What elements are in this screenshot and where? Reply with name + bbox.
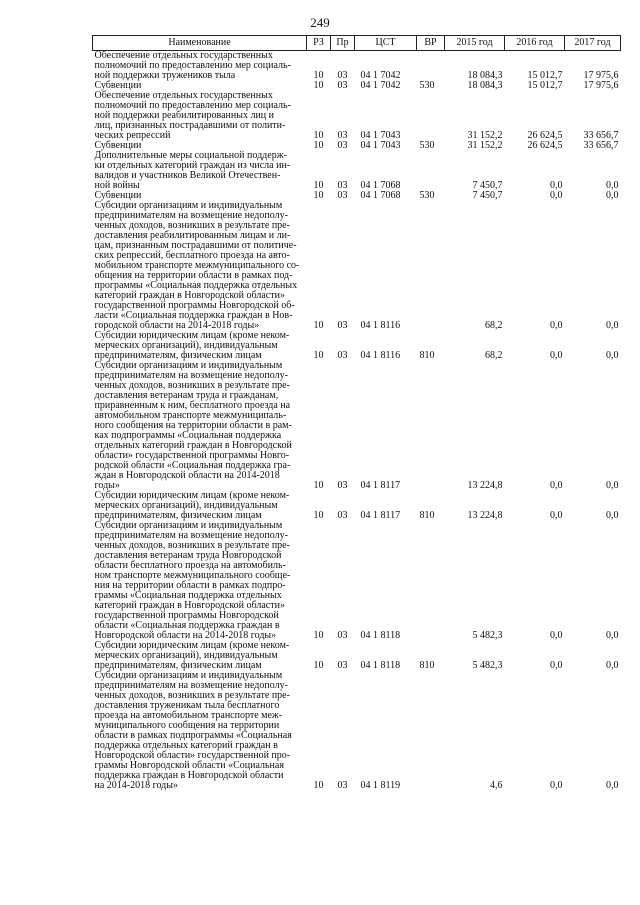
cell-y2017: 0,0 bbox=[606, 480, 619, 491]
cell-rz: 10 bbox=[313, 350, 324, 361]
header-vr: ВР bbox=[417, 36, 445, 51]
cell-vr: 810 bbox=[419, 660, 435, 671]
cell-rz: 10 bbox=[313, 660, 324, 671]
cell-rz: 10 bbox=[313, 630, 324, 641]
cell-y2016: 26 624,5 bbox=[527, 130, 563, 141]
cell-name: Субсидии организациям и индивидуальным предпринимателям на возмещение недополу- ченных доходов, возникших в результате пре- доставления ветеранам труда Новгородской области бесплатного проезда на автомобиль- ном транспорте межмуниципального сообще- ния на территории области в рамках подпро- граммы «Социальная поддержка отдельных категорий граждан в Новгородской области» государственной программы Новгородской области «Социальная поддержка граждан в Новгородской области на 2014-2018 годы» bbox=[94, 520, 291, 641]
cell-pr: 03 bbox=[337, 190, 348, 201]
cell-y2016: 0,0 bbox=[550, 660, 563, 671]
cell-y2017: 0,0 bbox=[606, 350, 619, 361]
cell-name: Субсидии юридическим лицам (кроме неком- мерческих организаций), индивидуальным предпринимателям, физическим лицам bbox=[94, 490, 290, 521]
cell-vr: 530 bbox=[419, 190, 435, 201]
cell-cst: 04 1 7043 bbox=[360, 130, 401, 141]
cell-y2016: 26 624,5 bbox=[527, 140, 563, 151]
cell-y2016: 0,0 bbox=[550, 630, 563, 641]
cell-y2016: 0,0 bbox=[550, 180, 563, 191]
cell-vr: 810 bbox=[419, 510, 435, 521]
cell-vr: 810 bbox=[419, 350, 435, 361]
cell-y2015: 68,2 bbox=[485, 350, 503, 361]
cell-cst: 04 1 7042 bbox=[360, 70, 401, 81]
cell-y2015: 5 482,3 bbox=[472, 660, 503, 671]
cell-vr bbox=[417, 201, 445, 331]
cell-y2015: 31 152,2 bbox=[467, 140, 503, 151]
cell-y2016: 0,0 bbox=[550, 480, 563, 491]
header-pr: Пр bbox=[331, 36, 355, 51]
cell-name: Обеспечение отдельных государственных полномочий по предоставлению мер социаль- ной поддержки реабилитированных лиц и лиц, признанных пострадавшими от полити- ческих репрессий bbox=[94, 90, 291, 141]
cell-y2016: 0,0 bbox=[550, 320, 563, 331]
cell-y2015: 7 450,7 bbox=[472, 180, 503, 191]
cell-y2017: 0,0 bbox=[606, 320, 619, 331]
cell-rz: 10 bbox=[313, 80, 324, 91]
cell-y2016: 15 012,7 bbox=[527, 80, 563, 91]
cell-y2015: 68,2 bbox=[485, 320, 503, 331]
cell-name: Субсидии организациям и индивидуальным предпринимателям на возмещение недополу- ченных доходов, возникших в результате пре- доставления труженикам тыла бесплатного проезда на автомобильном транспорте меж- муниципального сообщения на территории области в рамках подпрограммы «Социальная поддержка отдельных категорий граждан в Новгородской области» государственной про- граммы Новгородской области «Социальная поддержка граждан в Новгородской области на 2014-2018 годы» bbox=[94, 670, 292, 791]
table-row bbox=[93, 521, 621, 641]
cell-y2017: 17 975,6 bbox=[583, 80, 619, 91]
header-rz: РЗ bbox=[307, 36, 331, 51]
cell-rz: 10 bbox=[313, 130, 324, 141]
cell-cst: 04 1 7068 bbox=[360, 180, 401, 191]
cell-y2017: 17 975,6 bbox=[583, 70, 619, 81]
cell-name: Субсидии юридическим лицам (кроме неком- мерческих организаций), индивидуальным предпринимателям, физическим лицам bbox=[94, 640, 290, 671]
cell-pr: 03 bbox=[337, 510, 348, 521]
cell-pr: 03 bbox=[337, 180, 348, 191]
table-row bbox=[93, 641, 621, 671]
cell-name: Обеспечение отдельных государственных полномочий по предоставлению мер социаль- ной поддержки тружеников тыла bbox=[94, 50, 291, 81]
cell-cst: 04 1 7068 bbox=[360, 190, 401, 201]
table-row bbox=[93, 491, 621, 521]
cell-y2015: 18 084,3 bbox=[467, 70, 503, 81]
cell-cst: 04 1 8117 bbox=[360, 480, 401, 491]
cell-y2015: 7 450,7 bbox=[472, 190, 503, 201]
cell-y2017: 33 656,7 bbox=[583, 140, 619, 151]
table-body bbox=[93, 51, 621, 792]
cell-y2017: 0,0 bbox=[606, 190, 619, 201]
cell-y2016: 0,0 bbox=[550, 510, 563, 521]
table-row bbox=[93, 91, 621, 141]
cell-y2017: 0,0 bbox=[606, 630, 619, 641]
cell-y2015: 5 482,3 bbox=[472, 630, 503, 641]
header-2017: 2017 год bbox=[565, 36, 621, 51]
header-cst: ЦСТ bbox=[355, 36, 417, 51]
cell-y2017: 0,0 bbox=[606, 510, 619, 521]
cell-pr: 03 bbox=[337, 130, 348, 141]
cell-y2017: 0,0 bbox=[606, 780, 619, 791]
cell-vr bbox=[417, 671, 445, 791]
cell-pr: 03 bbox=[337, 140, 348, 151]
table-row bbox=[93, 671, 621, 791]
cell-pr: 03 bbox=[337, 780, 348, 791]
cell-cst: 04 1 8116 bbox=[360, 320, 401, 331]
cell-y2017: 33 656,7 bbox=[583, 130, 619, 141]
cell-pr: 03 bbox=[337, 320, 348, 331]
table-row bbox=[93, 51, 621, 82]
cell-cst: 04 1 8118 bbox=[360, 660, 401, 671]
cell-y2017: 0,0 bbox=[606, 180, 619, 191]
header-2016: 2016 год bbox=[505, 36, 565, 51]
cell-rz: 10 bbox=[313, 510, 324, 521]
cell-y2017: 0,0 bbox=[606, 660, 619, 671]
cell-y2015: 18 084,3 bbox=[467, 80, 503, 91]
header-name: Наименование bbox=[93, 36, 307, 51]
cell-cst: 04 1 7043 bbox=[360, 140, 401, 151]
cell-vr bbox=[417, 51, 445, 82]
cell-vr bbox=[417, 521, 445, 641]
cell-vr: 530 bbox=[419, 80, 435, 91]
table-header-row bbox=[93, 36, 621, 51]
cell-cst: 04 1 8116 bbox=[360, 350, 401, 361]
cell-y2015: 13 224,8 bbox=[467, 510, 503, 521]
cell-name: Субвенции bbox=[94, 190, 142, 201]
cell-pr: 03 bbox=[337, 630, 348, 641]
cell-pr: 03 bbox=[337, 350, 348, 361]
cell-vr bbox=[417, 151, 445, 191]
cell-name: Субсидии организациям и индивидуальным предпринимателям на возмещение недополу- ченных доходов, возникших в результате пре- доставления ветеранам труда и гражданам, приравненным к ним, бесплатного проезда на автомобильном транспорте межмуниципаль- ного сообщения на территории области в рам- ках подпрограммы «Социальная поддержка отдельных категорий граждан в Новгородской области» государственной программы Новго- родской области «Социальная поддержка гра- ждан в Новгородской области на 2014-2018 годы» bbox=[94, 360, 292, 491]
cell-vr bbox=[417, 91, 445, 141]
cell-name: Субвенции bbox=[94, 140, 142, 151]
cell-y2015: 13 224,8 bbox=[467, 480, 503, 491]
cell-cst: 04 1 8119 bbox=[360, 780, 401, 791]
cell-y2016: 0,0 bbox=[550, 190, 563, 201]
table-row bbox=[93, 331, 621, 361]
cell-y2015: 31 152,2 bbox=[467, 130, 503, 141]
budget-table bbox=[92, 35, 621, 791]
cell-rz: 10 bbox=[313, 70, 324, 81]
cell-rz: 10 bbox=[313, 190, 324, 201]
cell-name: Субсидии юридическим лицам (кроме неком- мерческих организаций), индивидуальным предпринимателям, физическим лицам bbox=[94, 330, 290, 361]
cell-y2016: 15 012,7 bbox=[527, 70, 563, 81]
cell-pr: 03 bbox=[337, 660, 348, 671]
table-row bbox=[93, 201, 621, 331]
cell-rz: 10 bbox=[313, 180, 324, 191]
cell-rz: 10 bbox=[313, 780, 324, 791]
cell-cst: 04 1 8118 bbox=[360, 630, 401, 641]
cell-rz: 10 bbox=[313, 140, 324, 151]
cell-rz: 10 bbox=[313, 480, 324, 491]
cell-rz: 10 bbox=[313, 320, 324, 331]
cell-y2016: 0,0 bbox=[550, 350, 563, 361]
cell-name: Дополнительные меры социальной поддерж- ки отдельных категорий граждан из числа ин- валидов и участников Великой Отечествен- ной войны bbox=[94, 150, 291, 191]
cell-cst: 04 1 8117 bbox=[360, 510, 401, 521]
page-number: 249 bbox=[310, 15, 330, 30]
cell-name: Субвенции bbox=[94, 80, 142, 91]
cell-pr: 03 bbox=[337, 70, 348, 81]
cell-cst: 04 1 7042 bbox=[360, 80, 401, 91]
cell-pr: 03 bbox=[337, 80, 348, 91]
cell-y2015: 4,6 bbox=[490, 780, 503, 791]
cell-pr: 03 bbox=[337, 480, 348, 491]
table-row bbox=[93, 151, 621, 191]
table-row bbox=[93, 361, 621, 491]
cell-name: Субсидии организациям и индивидуальным предпринимателям на возмещение недополу- ченных доходов, возникших в результате пре- доставления реабилитированным лицам и ли- цам, признанным пострадавшими от политиче- ских репрессий, бесплатного проезда на авто- мобильном транспорте межмуниципального со- общения на территории области в рамках под- программы «Социальная поддержка отдельных категорий граждан в Новгородской области» государственной программы Новгородской об- ласти «Социальная поддержка граждан в Нов- городской области на 2014-2018 годы» bbox=[94, 200, 300, 331]
cell-vr: 530 bbox=[419, 140, 435, 151]
header-2015: 2015 год bbox=[445, 36, 505, 51]
cell-vr bbox=[417, 361, 445, 491]
cell-y2016: 0,0 bbox=[550, 780, 563, 791]
